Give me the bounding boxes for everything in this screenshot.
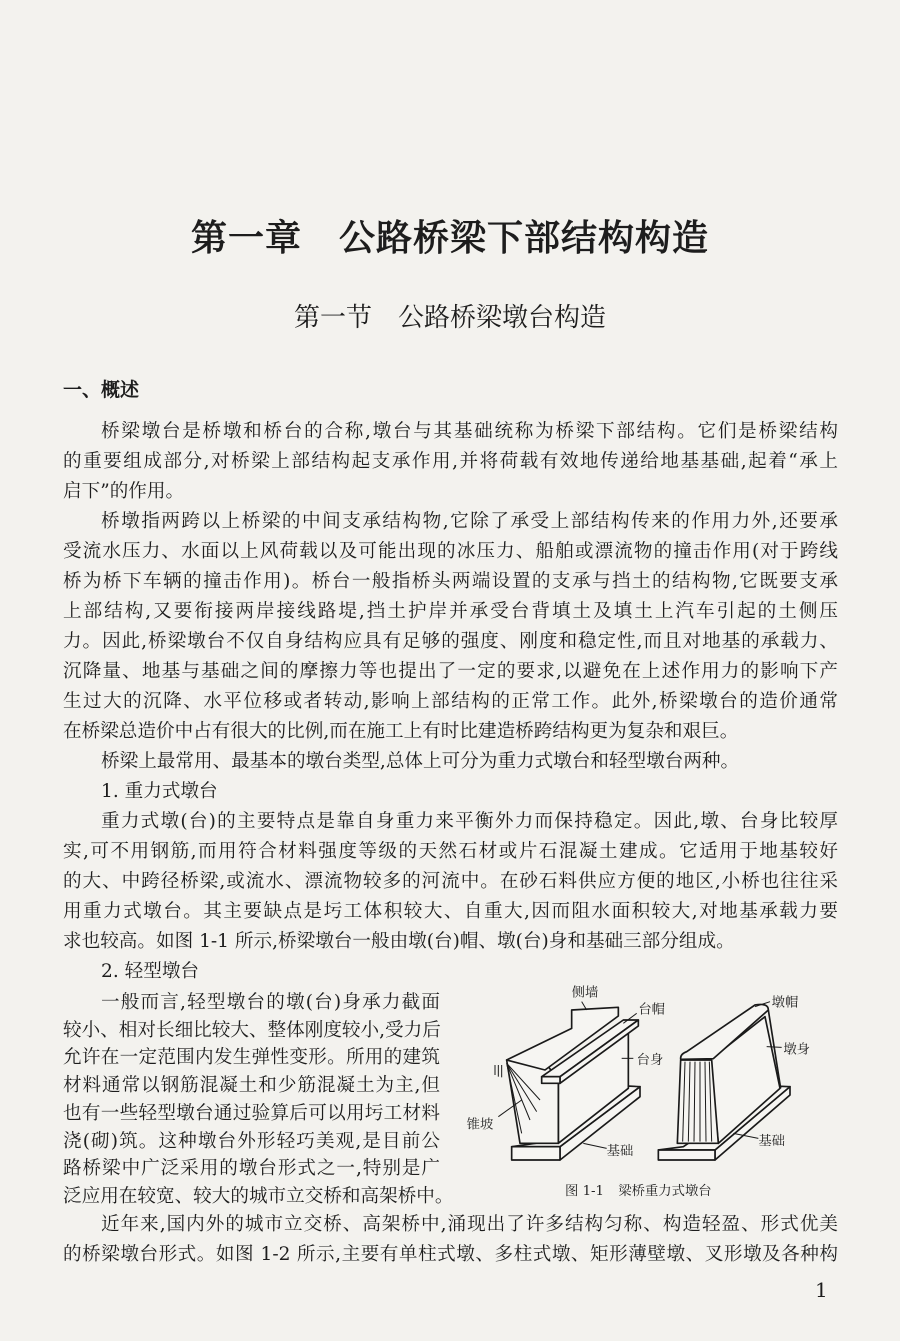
- text-line: 一般而言,轻型墩台的墩(台)身承力截面: [101, 992, 440, 1013]
- text-line: 桥墩指两跨以上桥梁的中间支承结构物,它除了承受上部结构传来的作用力外,还要承: [101, 511, 838, 532]
- text-line: 允许在一定范围内发生弹性变形。所用的建筑: [63, 1047, 440, 1069]
- text-line: 用重力式墩台。其主要缺点是圬工体积较大、自重大,因而阻水面积较大,对地基承载力要: [63, 901, 838, 922]
- abutment-drawing: [495, 1007, 640, 1160]
- label-pier-cap: 墩帽: [771, 995, 799, 1011]
- text-line: 1. 重力式墩台: [101, 781, 218, 802]
- label-cone-slope: 锥坡: [466, 1117, 494, 1133]
- body-text-end: [63, 1210, 838, 1270]
- subheading-overview: 一、概述: [63, 379, 140, 401]
- label-abutment-cap: 台帽: [638, 1002, 665, 1018]
- text-line: 启下”的作用。: [63, 481, 185, 502]
- text-line: 的桥梁墩台形式。如图 1-2 所示,主要有单柱式墩、多柱式墩、矩形薄壁墩、叉形墩及各种构: [63, 1244, 838, 1265]
- text-line: 实,可不用钢筋,而用符合材料强度等级的天然石材或片石混凝土建成。它适用于地基较好: [63, 841, 838, 862]
- text-line: 桥梁上最常用、最基本的墩台类型,总体上可分为重力式墩台和轻型墩台两种。: [101, 751, 740, 772]
- text-line: 受流水压力、水面以上风荷载以及可能出现的冰压力、船舶或漂流物的撞击作用(对于跨线: [63, 541, 838, 562]
- text-line: 浇(砌)筑。这种墩台外形轻巧美观,是目前公: [63, 1130, 440, 1152]
- text-line: 的重要组成部分,对桥梁上部结构起支承作用,并将荷载有效地传递给地基基础,起着“承上: [63, 451, 838, 472]
- text-line: 重力式墩(台)的主要特点是靠自身重力来平衡外力而保持稳定。因此,墩、台身比较厚: [101, 811, 838, 832]
- figure-caption-text: 梁桥重力式墩台: [618, 1184, 712, 1199]
- text-line: 沉降量、地基与基础之间的摩擦力等也提出了一定的要求,以避免在上述作用力的影响下产: [63, 661, 838, 682]
- body-text-main: [63, 417, 838, 987]
- figure-1-1-gravity-pier-abutment: [440, 960, 840, 1210]
- label-foundation-left: 基础: [606, 1144, 634, 1159]
- abutment-base-front: [512, 1147, 560, 1160]
- label-side-wall: 侧墙: [571, 985, 599, 1001]
- text-line: 的大、中跨径桥梁,或流水、漂流物较多的河流中。在砂石料供应方便的地区,小桥也往往采: [63, 871, 838, 892]
- text-line: 生过大的沉降、水平位移或者转动,影响上部结构的正常工作。此外,桥梁墩台的造价通常: [63, 691, 838, 712]
- text-line: 力。因此,桥梁墩台不仅自身结构应具有足够的强度、刚度和稳定性,而且对地基的承载力、: [63, 631, 838, 652]
- text-line: 桥梁墩台是桥墩和桥台的合称,墩台与其基础统称为桥梁下部结构。它们是桥梁结构: [101, 421, 838, 442]
- text-line: 近年来,国内外的城市立交桥、高架桥中,涌现出了许多结构匀称、构造轻盈、形式优美: [101, 1214, 838, 1235]
- text-line: 上部结构,又要衔接两岸接线路堤,挡土护岸并承受台背填土及填土上汽车引起的土侧压: [63, 601, 838, 622]
- body-text-lightweight: [63, 989, 454, 1211]
- text-line: 在桥梁总造价中占有很大的比例,而在施工上有时比建造桥跨结构更为复杂和艰巨。: [63, 721, 739, 742]
- label-abutment-body: 台身: [636, 1053, 664, 1068]
- text-line: 求也较高。如图 1-1 所示,桥梁墩台一般由墩(台)帽、墩(台)身和基础三部分组成。: [63, 931, 735, 952]
- pier-base-front: [658, 1150, 715, 1160]
- text-line: 2. 轻型墩台: [101, 961, 200, 982]
- label-pier-body: 墩身: [783, 1042, 810, 1058]
- text-line: 泛应用在较宽、较大的城市立交桥和高架桥中。: [63, 1185, 454, 1207]
- abutment-cap-front: [542, 1077, 560, 1084]
- page-number: 1: [815, 1278, 828, 1302]
- section-title: 第一节 公路桥梁墩台构造: [293, 303, 606, 333]
- figure-caption-number: 图 1-1: [565, 1184, 605, 1199]
- chapter-title: 第一章 公路桥梁下部结构构造: [190, 218, 709, 259]
- text-line: 桥为桥下车辆的撞击作用)。桥台一般指桥头两端设置的支承与挡土的结构物,它既要支承: [63, 571, 838, 592]
- text-line: 较小、相对长细比较大、整体刚度较小,受力后: [63, 1019, 441, 1041]
- text-line: 也有一些轻型墩台通过验算后可以用圬工材料: [63, 1102, 440, 1124]
- label-foundation-right: 基础: [758, 1134, 785, 1149]
- text-line: 路桥梁中广泛采用的墩台形式之一,特别是广: [63, 1158, 440, 1180]
- text-line: 材料通常以钢筋混凝土和少筋混凝土为主,但: [63, 1075, 440, 1097]
